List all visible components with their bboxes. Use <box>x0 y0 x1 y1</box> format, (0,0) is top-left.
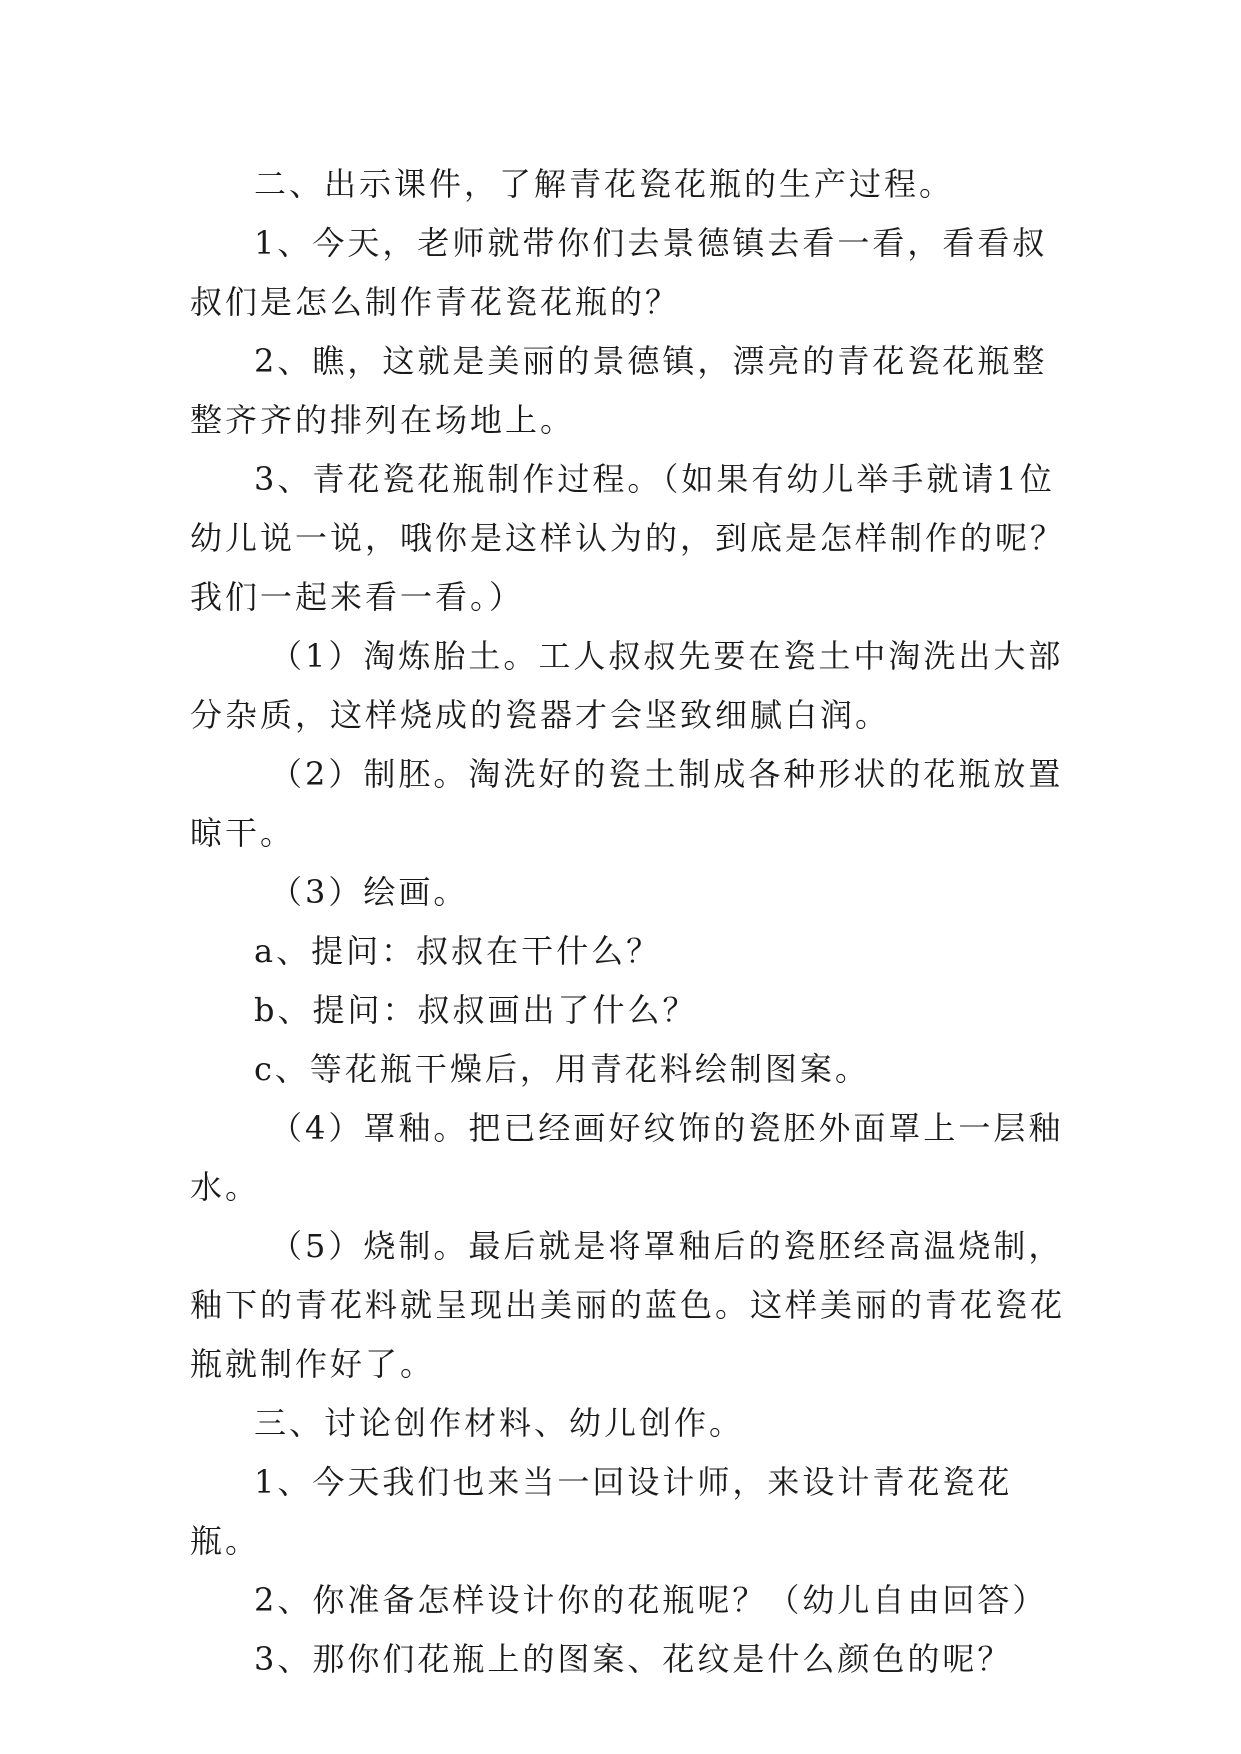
step-1: （1）淘炼胎土。工人叔叔先要在瓷土中淘洗出大部分杂质，这样烧成的瓷器才会坚致细腻白润。 <box>190 637 1064 734</box>
section-heading-2: 二、出示课件，了解青花瓷花瓶的生产过程。 <box>254 165 955 203</box>
question-a: a、提问：叔叔在干什么？ <box>254 932 662 970</box>
paragraph-item-1b: 1、今天我们也来当一回设计师，来设计青花瓷花瓶。 <box>190 1463 1013 1560</box>
paragraph-item-2b: 2、你准备怎样设计你的花瓶呢？（幼儿自由回答） <box>254 1581 1048 1619</box>
question-b: b、提问：叔叔画出了什么？ <box>254 991 698 1029</box>
section-heading-3: 三、讨论创作材料、幼儿创作。 <box>254 1404 745 1442</box>
step-5: （5）烧制。最后就是将罩釉后的瓷胚经高温烧制，釉下的青花料就呈现出美丽的蓝色。这样美丽的青花瓷花瓶就制作好了。 <box>190 1227 1066 1383</box>
document-body <box>190 155 1066 1689</box>
paragraph-item-1: 1、今天，老师就带你们去景德镇去看一看，看看叔叔们是怎么制作青花瓷花瓶的？ <box>190 224 1048 321</box>
step-4: （4）罩釉。把已经画好纹饰的瓷胚外面罩上一层釉水。 <box>190 1109 1064 1206</box>
paragraph-item-3b: 3、那你们花瓶上的图案、花纹是什么颜色的呢？ <box>254 1640 1013 1678</box>
item-c: c、等花瓶干燥后，用青花料绘制图案。 <box>254 1050 870 1088</box>
paragraph-item-2: 2、瞧，这就是美丽的景德镇，漂亮的青花瓷花瓶整整齐齐的排列在场地上。 <box>190 342 1048 439</box>
step-2: （2）制胚。淘洗好的瓷土制成各种形状的花瓶放置晾干。 <box>190 755 1064 852</box>
paragraph-item-3: 3、青花瓷花瓶制作过程。（如果有幼儿举手就请1位幼儿说一说，哦你是这样认为的，到底是怎样制作的呢？我们一起来看一看。） <box>190 460 1066 616</box>
step-3: （3）绘画。 <box>270 873 469 911</box>
